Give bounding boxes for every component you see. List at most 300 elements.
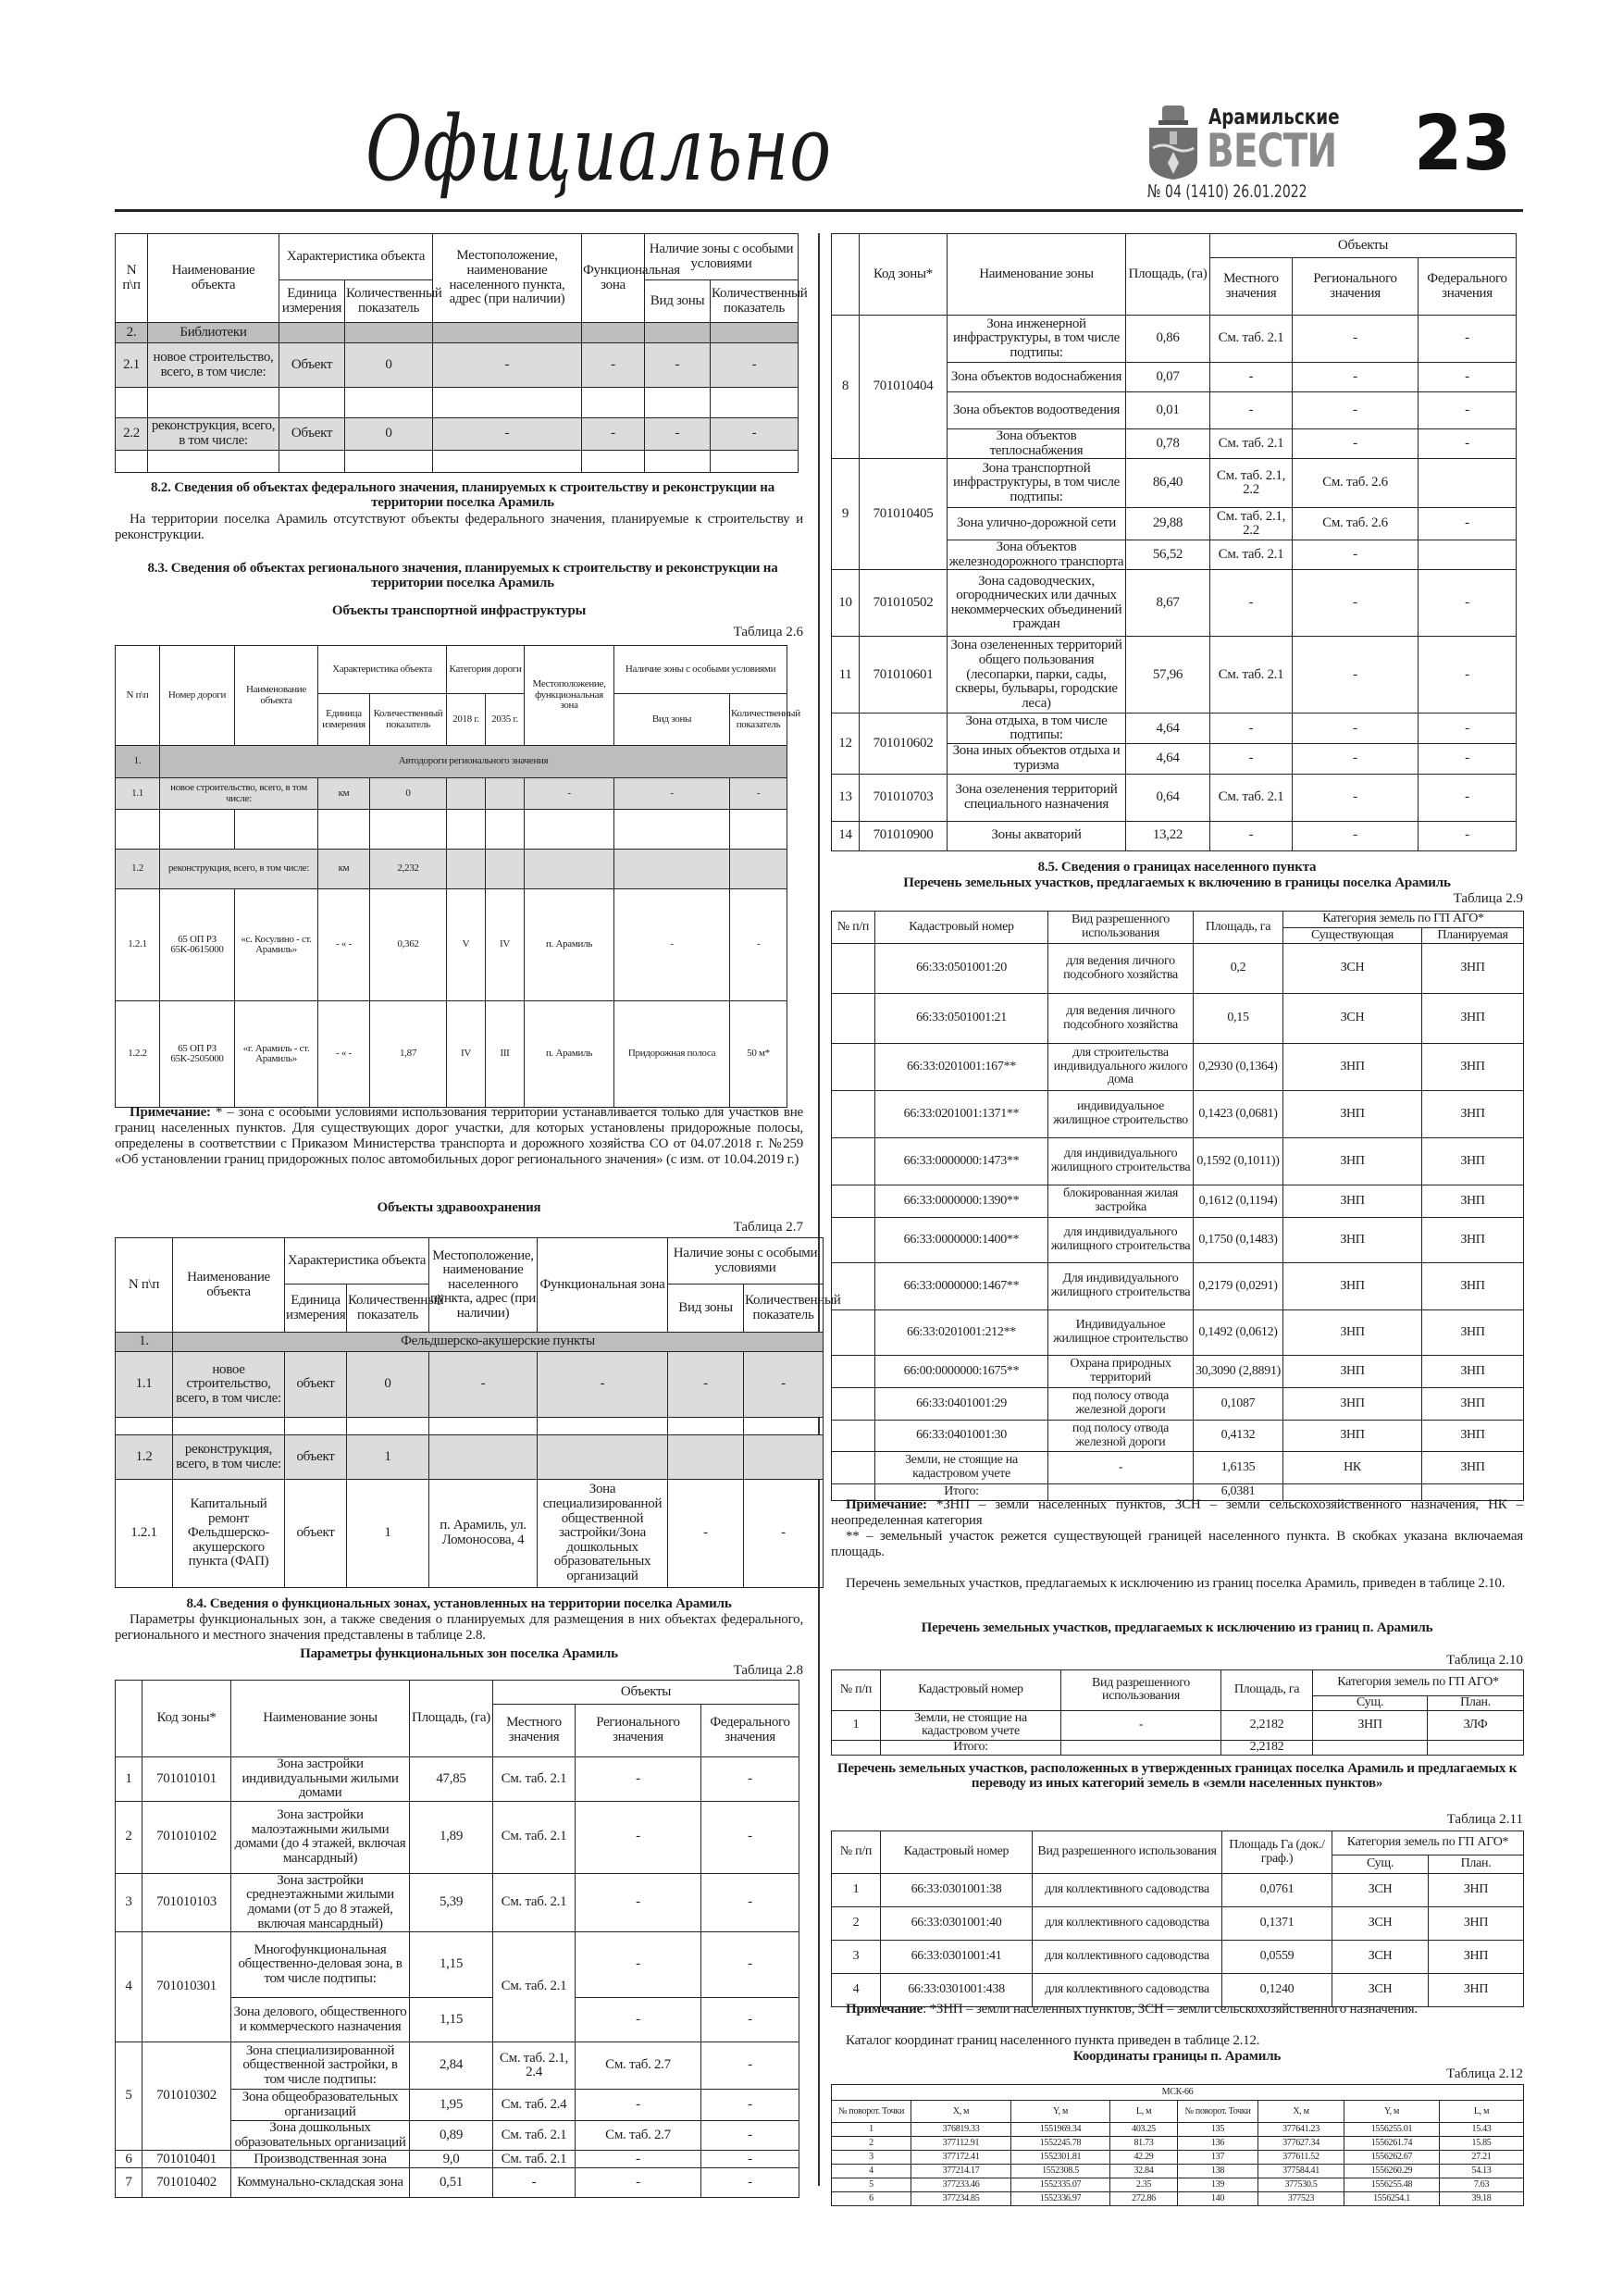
table-header-cell: Местного значения — [493, 1705, 576, 1757]
table-cell: 1,15 — [410, 1998, 493, 2042]
table-cell: 39.18 — [1440, 2192, 1524, 2206]
table-cell: 0,1750 (0,1483) — [1194, 1218, 1283, 1263]
section-8-4-text: Параметры функциональных зон, а также сведения о планируемых для размещения в них объектах федерального, регионального и местного значения представлены в таблице 2.8. — [115, 1612, 803, 1643]
table-cell — [447, 778, 486, 810]
table-cell: Многофункциональная общественно-деловая зона, в том числе подтипы: — [231, 1932, 410, 1998]
table-cell: - — [582, 418, 645, 451]
table-header-cell: Кадастровый номер — [881, 1831, 1033, 1874]
table-cell: 0,4132 — [1194, 1421, 1283, 1452]
table-cell: 701010405 — [860, 459, 948, 570]
table-cell: Автодороги регионального значения — [160, 746, 787, 778]
libraries-table — [115, 233, 808, 473]
table-row — [116, 2151, 799, 2168]
table-cell: 377530.5 — [1258, 2178, 1344, 2192]
table-cell: - — [614, 778, 730, 810]
table-cell: для коллективного садоводства — [1033, 1974, 1222, 2007]
table-cell: ЗНП — [1422, 1388, 1524, 1421]
table-cell: - — [1048, 1452, 1194, 1484]
table-header-cell: Площадь, (га) — [1126, 234, 1210, 316]
table-cell: Зона застройки среднеэтажными жилыми домами (от 5 до 8 этажей, включая мансардный) — [231, 1873, 410, 1931]
table-cell: - — [576, 2090, 701, 2121]
table-cell: 377214.17 — [911, 2165, 1011, 2178]
table-cell — [832, 1310, 875, 1356]
table-cell: - — [1419, 392, 1517, 429]
table-cell — [116, 1418, 173, 1435]
table-cell: 0 — [345, 343, 433, 388]
table-cell: - — [493, 2168, 576, 2198]
table-cell — [486, 810, 525, 850]
table-header-cell: Функциональная зона — [538, 1238, 668, 1333]
table-2-8-caption: Таблица 2.8 — [733, 1663, 803, 1678]
table-cell — [370, 810, 447, 850]
table-cell: - — [576, 2151, 701, 2168]
table-cell: 1 — [832, 2123, 911, 2137]
table-cell: реконструкция, всего, в том числе: — [160, 850, 318, 889]
table-row — [832, 1091, 1524, 1138]
table-cell: - — [1419, 637, 1517, 714]
table-header-row — [832, 1670, 1524, 1696]
table-cell — [1419, 540, 1517, 570]
table-cell: 139 — [1178, 2178, 1258, 2192]
table-cell: Зона специализированной общественной застройки, в том числе подтипы: — [231, 2042, 410, 2090]
table-cell — [148, 451, 279, 473]
table-row — [832, 570, 1517, 637]
section-8-3-heading: 8.3. Сведения об объектах регионального значения, планируемых к строительству и реконструкции на территории поселка Арамиль — [147, 561, 778, 590]
table-cell — [486, 778, 525, 810]
table-row — [832, 2123, 1524, 2137]
table-cell: III — [486, 1001, 525, 1108]
table-cell: 9,0 — [410, 2151, 493, 2168]
table-cell: - — [576, 1932, 701, 1998]
table-row — [832, 714, 1517, 744]
table-cell: 8 — [832, 316, 860, 459]
table-cell: 0,2 — [1194, 944, 1283, 994]
catalog-text: Каталог координат границ населенного пункта приведен в таблице 2.12. — [846, 2033, 1260, 2048]
table-cell: 1.2.1 — [116, 889, 160, 1001]
table-header-cell: Наименование объекта — [235, 646, 318, 746]
table-header-cell: X, м — [911, 2101, 1011, 2123]
table-header-cell: Единица измерения — [285, 1285, 347, 1333]
table-cell: 0,64 — [1126, 774, 1210, 821]
table-cell: 1. — [116, 1333, 173, 1352]
table-cell: 7 — [116, 2168, 142, 2198]
table-row — [116, 343, 799, 388]
table-cell: Зона дошкольных образовательных организаций — [231, 2121, 410, 2151]
table-row — [832, 1263, 1524, 1310]
table-cell — [614, 850, 730, 889]
table-cell: - — [1419, 570, 1517, 637]
table-cell: 377112.91 — [911, 2137, 1011, 2151]
table-cell: 2.35 — [1110, 2178, 1178, 2192]
table-cell: 12 — [832, 714, 860, 774]
table-cell: блокированная жилая застройка — [1048, 1185, 1194, 1218]
table-cell: Для индивидуального жилищного строительства — [1048, 1263, 1194, 1310]
table-cell — [116, 451, 148, 473]
table-cell — [318, 810, 370, 850]
table-cell — [433, 323, 582, 343]
table-cell: - — [1419, 429, 1517, 459]
table-cell: ЗНП — [1422, 1263, 1524, 1310]
table-cell: Объект — [279, 418, 345, 451]
table-2-7 — [115, 1237, 841, 1588]
table-cell: ЗНП — [1422, 1218, 1524, 1263]
table-cell: - — [1419, 508, 1517, 540]
section-title: Официально — [365, 97, 832, 201]
table-header-cell: Федерального значения — [1419, 258, 1517, 316]
table-header-cell: Характеристика объекта — [285, 1238, 429, 1285]
table-cell: 2.2 — [116, 418, 148, 451]
table-cell: - — [701, 2042, 799, 2090]
table-2-8 — [115, 1680, 799, 2198]
table-cell: 2 — [832, 1907, 881, 1941]
table-header-cell: Категория земель по ГП АГО* — [1332, 1831, 1524, 1855]
table-cell: 1,95 — [410, 2090, 493, 2121]
table-cell: - — [1293, 316, 1419, 363]
table-header-cell: Вид разрешенного использования — [1048, 912, 1194, 944]
table-row — [832, 1907, 1524, 1941]
table-cell — [645, 451, 711, 473]
table-cell: 701010302 — [142, 2042, 231, 2151]
table-row — [832, 1356, 1524, 1388]
note-label: Примечание: — [846, 1497, 927, 1512]
table-header-row — [832, 1831, 1524, 1855]
table-cell: - — [645, 343, 711, 388]
table-cell: 65 ОП РЗ 65К-0615000 — [160, 889, 235, 1001]
table-cell: См. таб. 2.1, 2.2 — [1210, 508, 1293, 540]
table-cell: Придорожная полоса — [614, 1001, 730, 1108]
table-cell: ЗНП — [1429, 1941, 1524, 1974]
table-cell: 0,2930 (0,1364) — [1194, 1044, 1283, 1091]
table-cell: - — [1419, 821, 1517, 850]
table-cell: 0,362 — [370, 889, 447, 1001]
table-cell: - — [1419, 744, 1517, 774]
table-cell: Зона объектов теплоснабжения — [948, 429, 1126, 459]
table-header-cell: Y, м — [1344, 2101, 1440, 2123]
table-cell: для коллективного садоводства — [1033, 1941, 1222, 1974]
table-cell: 140 — [1178, 2192, 1258, 2206]
table-cell: 701010900 — [860, 821, 948, 850]
table-cell: Итого: — [875, 1484, 1048, 1501]
table-cell — [345, 451, 433, 473]
table-cell — [711, 451, 799, 473]
table-cell: ЗНП — [1429, 1874, 1524, 1907]
table-header-cell: Сущ. — [1332, 1855, 1429, 1874]
table-cell: 0,89 — [410, 2121, 493, 2151]
table-cell: ЗНП — [1422, 1452, 1524, 1484]
table-cell — [668, 1418, 744, 1435]
table-header-row — [116, 1681, 799, 1705]
table-row — [116, 1418, 824, 1435]
table-row — [832, 637, 1517, 714]
table-cell — [538, 1418, 668, 1435]
table-cell: - — [730, 778, 787, 810]
table-row — [832, 1138, 1524, 1185]
table-cell: 2,2182 — [1221, 1740, 1313, 1755]
table-2-9 — [831, 911, 1524, 1501]
table-cell: 377584.41 — [1258, 2165, 1344, 2178]
table-cell — [347, 1418, 429, 1435]
table-cell — [832, 1091, 875, 1138]
table-cell: - — [1293, 774, 1419, 821]
table-row — [832, 2165, 1524, 2178]
table-header-cell: Регионального значения — [576, 1705, 701, 1757]
table-row — [116, 1757, 799, 1802]
table-header-row — [116, 234, 799, 280]
table-header-row — [832, 2101, 1524, 2123]
table-cell: 0,1371 — [1222, 1907, 1332, 1941]
table-cell: 47,85 — [410, 1757, 493, 1802]
table-row — [116, 388, 799, 418]
table-cell: ЗСН — [1332, 1974, 1429, 2007]
table-cell: 0,15 — [1194, 994, 1283, 1044]
transport-subtitle: Объекты транспортной инфраструктуры — [331, 603, 587, 618]
table-header-cell: Код зоны* — [142, 1681, 231, 1757]
table-cell: 136 — [1178, 2137, 1258, 2151]
table-2-7-caption: Таблица 2.7 — [733, 1220, 803, 1235]
table-cell: См. таб. 2.1 — [493, 1932, 576, 2042]
table-cell: - — [1293, 714, 1419, 744]
note-line-1 — [831, 1497, 1523, 1529]
table-header-cell: Кадастровый номер — [875, 912, 1048, 944]
table-cell: 5,39 — [410, 1873, 493, 1931]
table-cell: Зона застройки индивидуальными жилыми домами — [231, 1757, 410, 1802]
table-2-10-caption: Таблица 2.10 — [1446, 1653, 1523, 1668]
table-cell: ЗНП — [1422, 1310, 1524, 1356]
table-row — [116, 810, 787, 850]
table-cell: Зона делового, общественного и коммерческого назначения — [231, 1998, 410, 2042]
table-cell: См. таб. 2.1 — [493, 2121, 576, 2151]
table-cell: 1 — [116, 1757, 142, 1802]
table-cell: 66:33:0201001:212** — [875, 1310, 1048, 1356]
table-cell: 66:33:0000000:1400** — [875, 1218, 1048, 1263]
table-cell: 2,84 — [410, 2042, 493, 2090]
table-cell — [832, 1138, 875, 1185]
table-2-10-title: Перечень земельных участков, предлагаемых к исключению из границ п. Арамиль — [921, 1620, 1433, 1635]
table-cell — [279, 451, 345, 473]
table-header-cell: № п/п — [832, 912, 875, 944]
table-cell — [429, 1435, 538, 1480]
table-cell — [429, 1418, 538, 1435]
table-cell: 1.2.1 — [116, 1480, 173, 1588]
table-cell: 2.1 — [116, 343, 148, 388]
table-header-cell: Федерального значения — [701, 1705, 799, 1757]
table-cell: Индивидуальное жилищное строительство — [1048, 1310, 1194, 1356]
table-cell: - — [1210, 392, 1293, 429]
table-cell: 27.21 — [1440, 2151, 1524, 2165]
table-cell: См. таб. 2.1, 2.2 — [1210, 459, 1293, 508]
table-cell: Зона объектов железнодорожного транспорта — [948, 540, 1126, 570]
table-cell: - — [429, 1352, 538, 1418]
table-cell: 0,2179 (0,0291) — [1194, 1263, 1283, 1310]
table-cell: ЗЛФ — [1428, 1710, 1524, 1740]
table-cell: Зона отдыха, в том числе подтипы: — [948, 714, 1126, 744]
table-cell — [447, 850, 486, 889]
table-cell: для индивидуального жилищного строительства — [1048, 1138, 1194, 1185]
note-label: Примечание: — [130, 1105, 211, 1120]
table-cell: 135 — [1178, 2123, 1258, 2137]
table-cell: См. таб. 2.1 — [1210, 637, 1293, 714]
table-row — [832, 316, 1517, 363]
table-cell: 42.29 — [1110, 2151, 1178, 2165]
table-cell: 377641.23 — [1258, 2123, 1344, 2137]
table-row — [832, 1388, 1524, 1421]
table-cell: Зоны акваторий — [948, 821, 1126, 850]
column-divider — [818, 233, 820, 2186]
table-header-cell: Площадь, га — [1221, 1670, 1313, 1711]
table-cell: 377234.85 — [911, 2192, 1011, 2206]
note-line-3: Перечень земельных участков, предлагаемых к исключению из границ поселка Арамиль, приведен в таблице 2.10. — [846, 1576, 1505, 1591]
table-cell: Охрана природных территорий — [1048, 1356, 1194, 1388]
table-header-cell: Наличие зоны с особыми условиями — [645, 234, 799, 280]
table-cell: 8,67 — [1126, 570, 1210, 637]
table-cell — [285, 1418, 347, 1435]
table-cell: См. таб. 2.4 — [493, 2090, 576, 2121]
table-cell — [447, 810, 486, 850]
table-cell: ЗСН — [1332, 1874, 1429, 1907]
table-cell: Зона общеобразовательных организаций — [231, 2090, 410, 2121]
table-cell: для коллективного садоводства — [1033, 1874, 1222, 1907]
table-row — [832, 1710, 1524, 1740]
table-cell: ЗНП — [1422, 1138, 1524, 1185]
table-cell: - — [525, 778, 614, 810]
table-cell: «с. Косулино - ст. Арамиль» — [235, 889, 318, 1001]
table-row — [832, 1421, 1524, 1452]
table-cell: ЗНП — [1283, 1310, 1422, 1356]
table-row — [832, 2178, 1524, 2192]
table-row — [832, 774, 1517, 821]
table-cell: - — [433, 343, 582, 388]
table-2-9-title: Перечень земельных участков, предлагаемых к включению в границы поселка Арамиль — [903, 875, 1451, 890]
table-cell: - — [576, 1757, 701, 1802]
table-cell: п. Арамиль — [525, 1001, 614, 1108]
table-2-9-caption: Таблица 2.9 — [1453, 891, 1523, 906]
table-cell: - — [582, 343, 645, 388]
table-cell: - — [576, 1998, 701, 2042]
table-cell — [345, 388, 433, 418]
table-cell: 1.2 — [116, 1435, 173, 1480]
table-cell: - — [1293, 392, 1419, 429]
table-cell — [832, 1356, 875, 1388]
table-header-cell: N п\п — [116, 646, 160, 746]
table-header-cell: Единица измерения — [279, 280, 345, 323]
table-header-cell: 2018 г. — [447, 694, 486, 746]
table-cell — [832, 1421, 875, 1452]
table-header-row — [832, 912, 1524, 928]
table-cell: км — [318, 850, 370, 889]
table-cell: - — [1210, 821, 1293, 850]
table-row — [832, 2151, 1524, 2165]
table-cell: 1556255.48 — [1344, 2178, 1440, 2192]
table-header-cell: Вид разрешенного использования — [1033, 1831, 1222, 1874]
table-2-6 — [115, 645, 800, 1108]
table-2-11-title: Перечень земельных участков, расположенных в утвержденных границах поселка Арамиль и предлагаемых к переводу из иных категорий земель в «земли населенных пунктов» — [836, 1761, 1518, 1791]
logo-name: Арамильские — [1208, 105, 1340, 130]
table-cell: 1556255.01 — [1344, 2123, 1440, 2137]
table-cell: 2 — [116, 1801, 142, 1873]
table-cell — [433, 451, 582, 473]
table-2-11-note — [831, 2002, 1523, 2017]
table-cell: ЗНП — [1422, 1044, 1524, 1091]
table-cell — [832, 1740, 881, 1755]
table-cell — [433, 388, 582, 418]
table-cell: Зона иных объектов отдыха и туризма — [948, 744, 1126, 774]
table-header-cell: 2035 г. — [486, 694, 525, 746]
table-cell: ЗСН — [1283, 994, 1422, 1044]
table-cell: - — [701, 2168, 799, 2198]
table-header-row — [116, 646, 787, 694]
table-cell: - — [576, 1801, 701, 1873]
table-header-cell — [832, 234, 860, 316]
table-cell: 0,0761 — [1222, 1874, 1332, 1907]
table-cell: 1,87 — [370, 1001, 447, 1108]
table-cell: 66:33:0301001:438 — [881, 1974, 1033, 2007]
table-cell: - — [1419, 363, 1517, 392]
table-cell: Зона специализированной общественной застройки/Зона дошкольных образовательных организаций — [538, 1480, 668, 1588]
table-cell: IV — [447, 1001, 486, 1108]
table-cell: 1556254.1 — [1344, 2192, 1440, 2206]
table-2-8-title: Параметры функциональных зон поселка Арамиль — [300, 1646, 618, 1661]
table-cell: 66:33:0301001:40 — [881, 1907, 1033, 1941]
table-cell: - — [1293, 540, 1419, 570]
table-cell: 0 — [347, 1352, 429, 1418]
table-cell: - — [668, 1352, 744, 1418]
table-cell: 10 — [832, 570, 860, 637]
table-row — [116, 1873, 799, 1931]
table-row — [832, 2137, 1524, 2151]
table-cell: «г. Арамиль - ст. Арамиль» — [235, 1001, 318, 1108]
table-cell: 5 — [116, 2042, 142, 2151]
table-cell: - — [1061, 1710, 1221, 1740]
table-cell: 0,1592 (0,1011)) — [1194, 1138, 1283, 1185]
table-cell: 701010402 — [142, 2168, 231, 2198]
table-row — [832, 1941, 1524, 1974]
table-row — [116, 323, 799, 343]
issue-info: № 04 (1410) 26.01.2022 — [1147, 181, 1307, 202]
table-header-row — [116, 1238, 824, 1285]
table-header-cell: Местного значения — [1210, 258, 1293, 316]
table-header-cell: X, м — [1258, 2101, 1344, 2123]
table-row — [832, 1218, 1524, 1263]
table-cell — [645, 323, 711, 343]
table-row — [832, 459, 1517, 508]
table-cell: 1.2 — [116, 850, 160, 889]
table-cell: новое строительство, всего, в том числе: — [160, 778, 318, 810]
table-cell: V — [447, 889, 486, 1001]
table-cell: 66:33:0201001:167** — [875, 1044, 1048, 1091]
table-row — [832, 821, 1517, 850]
table-cell: Объект — [279, 343, 345, 388]
table-header-cell: Количественный показатель — [730, 694, 787, 746]
table-2-11 — [831, 1831, 1524, 2007]
table-2-12-title: Координаты границы п. Арамиль — [1072, 2049, 1282, 2064]
table-cell: 1 — [832, 1874, 881, 1907]
table-cell: ЗНП — [1422, 1091, 1524, 1138]
table-cell: Зона инженерной инфраструктуры, в том числе подтипы: — [948, 316, 1126, 363]
table-cell — [235, 810, 318, 850]
table-cell: 0,86 — [1126, 316, 1210, 363]
table-cell: - — [614, 889, 730, 1001]
table-cell: 4 — [116, 1932, 142, 2042]
table-cell: Земли, не стоящие на кадастровом учете — [881, 1710, 1061, 1740]
table-cell: - — [744, 1352, 824, 1418]
table-2-9-note — [831, 1497, 1523, 1592]
table-cell: реконструкция, всего, в том числе: — [173, 1435, 285, 1480]
table-cell: 1. — [116, 746, 160, 778]
table-header-cell: Объекты — [1210, 234, 1517, 258]
table-cell: См. таб. 2.1 — [1210, 429, 1293, 459]
table-cell — [1313, 1740, 1428, 1755]
table-cell: 66:33:0501001:20 — [875, 944, 1048, 994]
